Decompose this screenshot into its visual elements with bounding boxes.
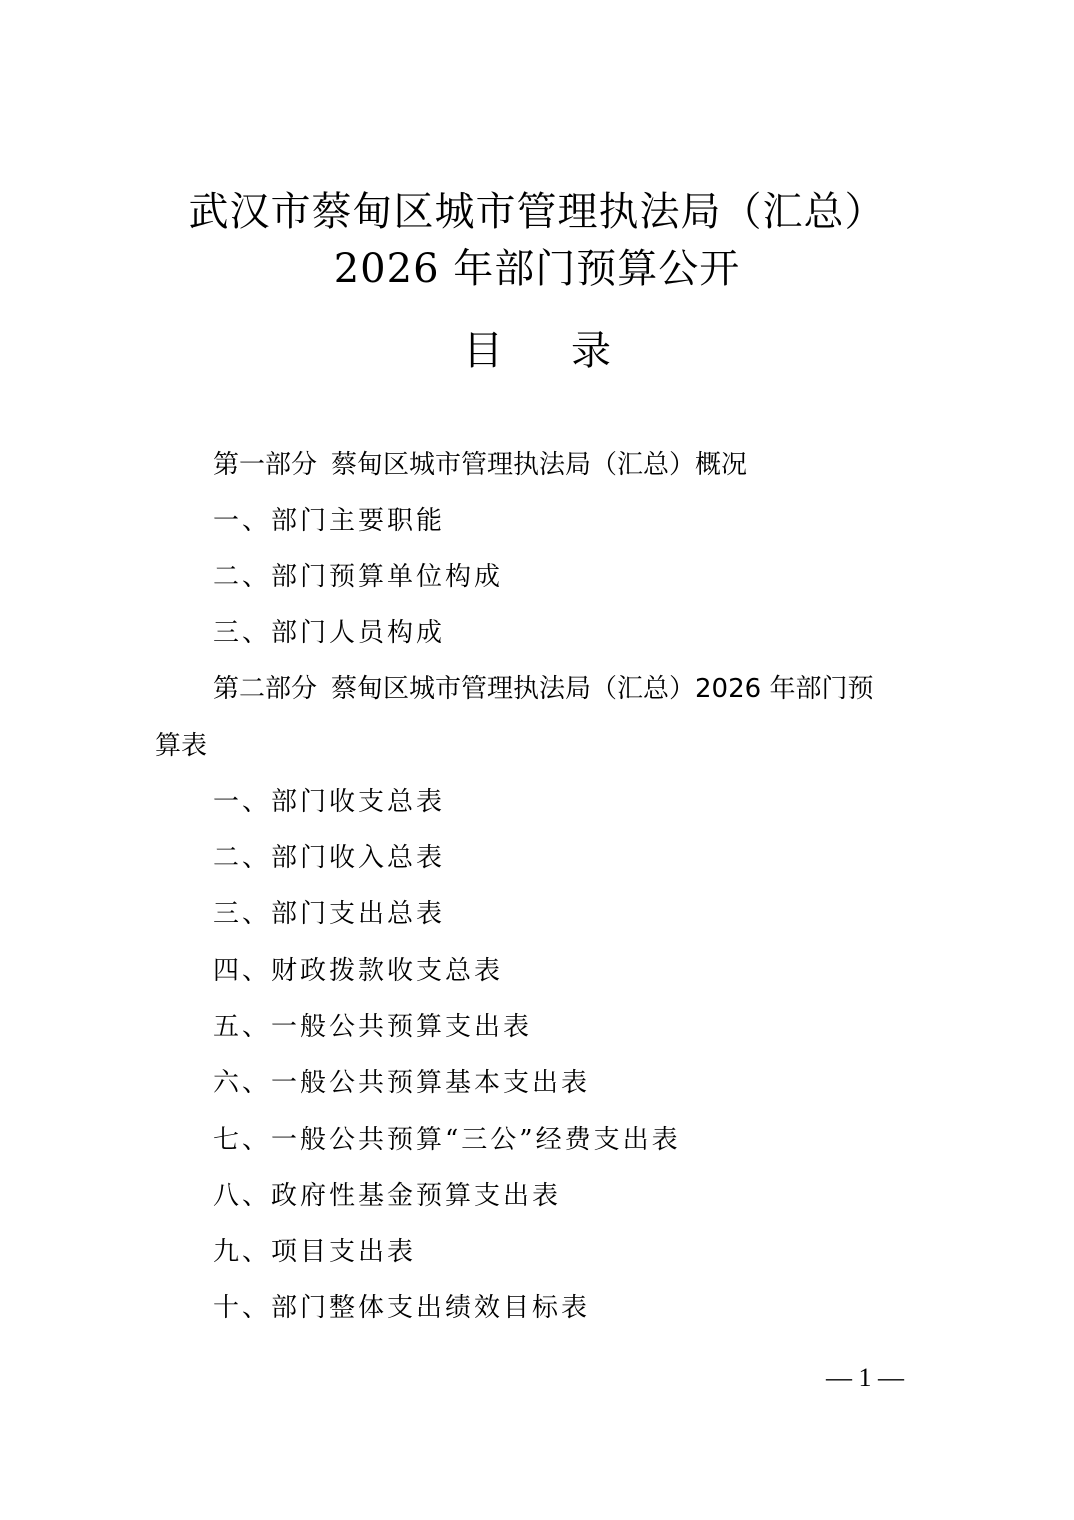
toc-part2-heading bbox=[213, 671, 873, 707]
toc-part1-item-2: 二、部门预算单位构成 bbox=[213, 562, 504, 592]
toc-part1-item-1: 一、部门主要职能 bbox=[213, 506, 446, 536]
toc-part2-title-line2: 算表 bbox=[155, 731, 208, 761]
toc-heading: 目录 bbox=[463, 328, 679, 374]
toc-part1-heading bbox=[213, 447, 747, 483]
toc-part2-item-3: 三、部门支出总表 bbox=[213, 899, 446, 929]
page-number: — 1 — bbox=[826, 1363, 904, 1392]
toc-part2-title-line1: 蔡甸区城市管理执法局（汇总）2026 年部门预 bbox=[331, 674, 874, 704]
toc-part1-number: 第一部分 bbox=[213, 450, 318, 480]
toc-part2-item-5: 五、一般公共预算支出表 bbox=[213, 1012, 533, 1042]
document-title-line2: 2026 年部门预算公开 bbox=[333, 246, 741, 292]
toc-part2-item-4: 四、财政拨款收支总表 bbox=[213, 956, 504, 986]
toc-part2-item-7: 七、一般公共预算“三公”经费支出表 bbox=[213, 1125, 681, 1155]
toc-part2-item-10: 十、部门整体支出绩效目标表 bbox=[213, 1293, 591, 1323]
toc-part2-item-9: 九、项目支出表 bbox=[213, 1237, 417, 1267]
toc-part2-item-6: 六、一般公共预算基本支出表 bbox=[213, 1068, 591, 1098]
toc-part2-item-8: 八、政府性基金预算支出表 bbox=[213, 1181, 562, 1211]
toc-part1-title: 蔡甸区城市管理执法局（汇总）概况 bbox=[331, 450, 748, 480]
document-title-line1: 武汉市蔡甸区城市管理执法局（汇总） bbox=[188, 189, 886, 235]
toc-part2-number: 第二部分 bbox=[213, 674, 318, 704]
toc-part2-item-1: 一、部门收支总表 bbox=[213, 787, 446, 817]
toc-part2-item-2: 二、部门收入总表 bbox=[213, 843, 446, 873]
toc-part1-item-3: 三、部门人员构成 bbox=[213, 618, 446, 648]
